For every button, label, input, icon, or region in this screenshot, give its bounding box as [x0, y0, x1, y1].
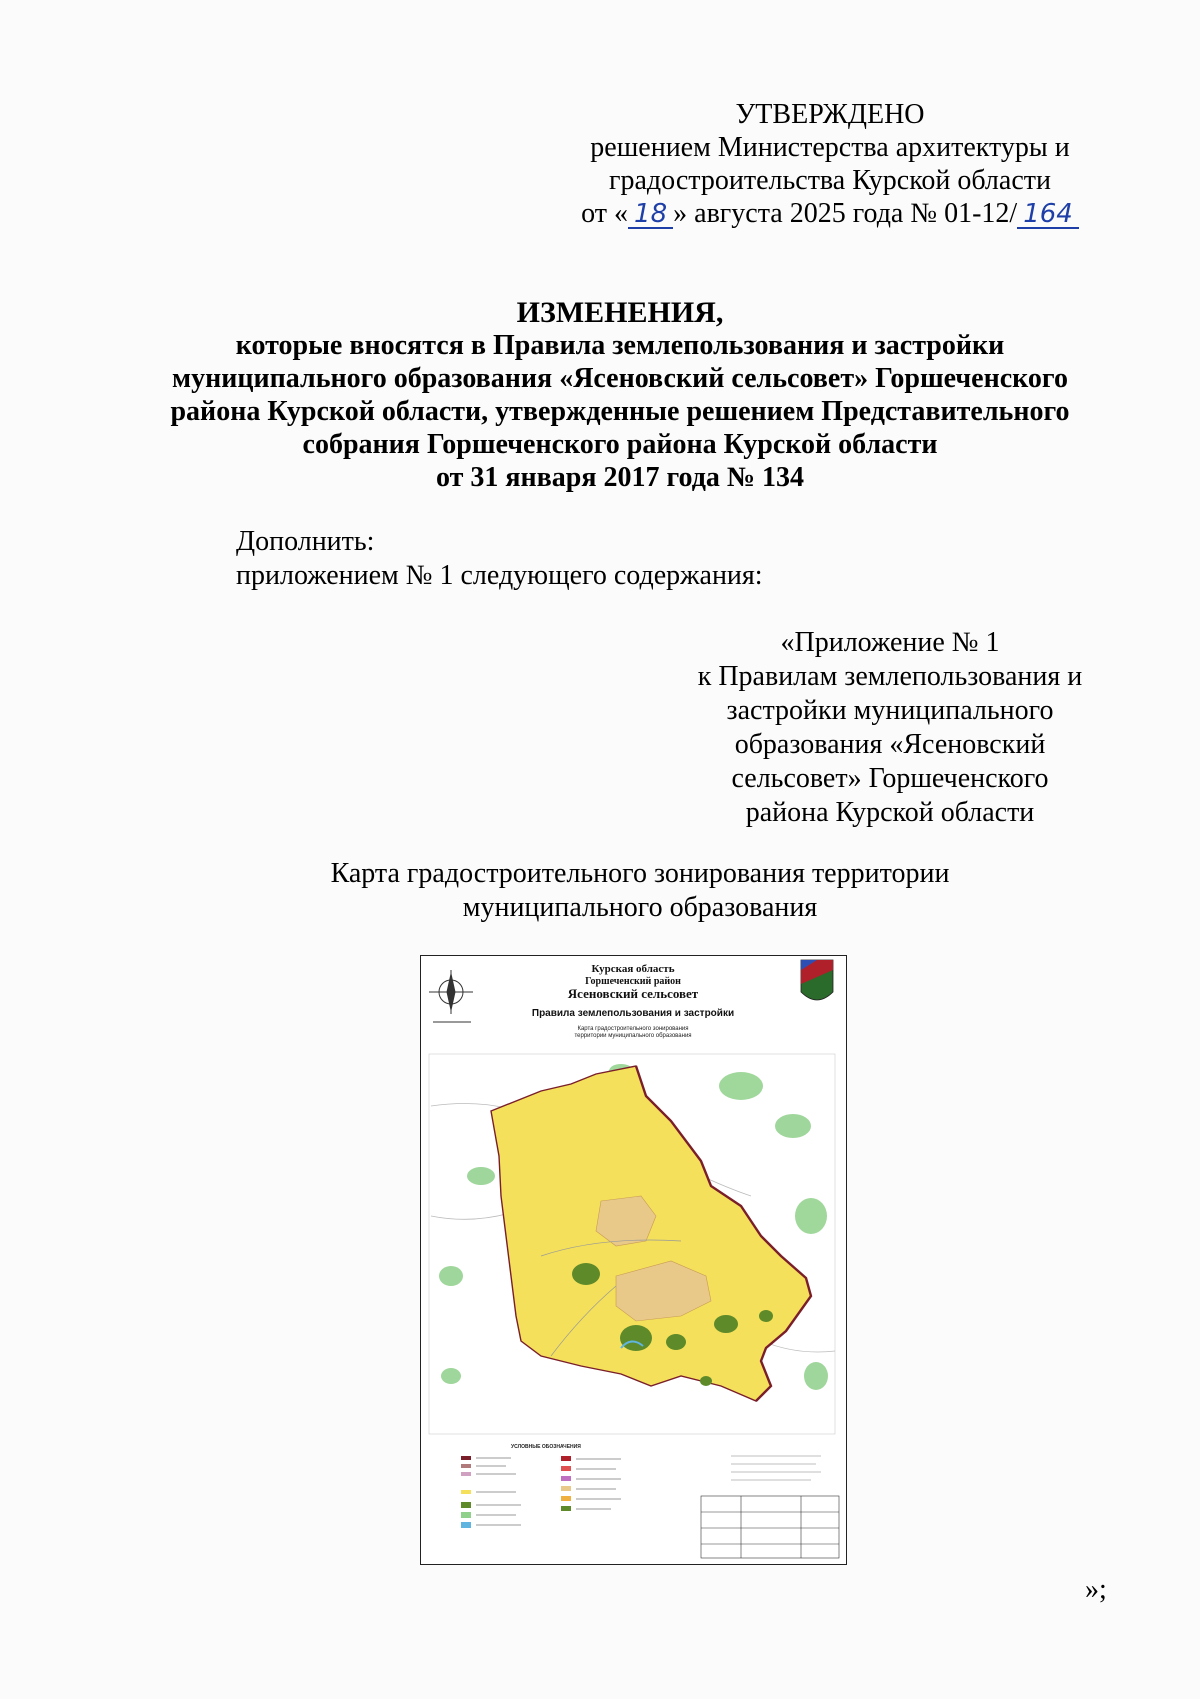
body-line-2: приложением № 1 следующего содержания: — [236, 560, 763, 591]
map-region: Курская область — [591, 963, 675, 975]
appendix-line-3: застройки муниципального — [726, 695, 1054, 726]
approval-line-2: градостроительства Курской области — [609, 165, 1051, 196]
body-text — [236, 525, 763, 593]
title-line-1: которые вносятся в Правила землепользования и застройки — [235, 330, 1005, 361]
title-line-5: от 31 января 2017 года № 134 — [435, 462, 805, 493]
appendix-line-4: образования «Ясеновский — [734, 729, 1046, 760]
body-line-1: Дополнить: — [236, 526, 375, 557]
approval-heading: УТВЕРЖДЕНО — [735, 99, 925, 130]
handwritten-number: 164 — [1017, 201, 1079, 229]
map-rules-title: Правила землепользования и застройки — [531, 1008, 735, 1019]
approval-block — [570, 98, 1090, 230]
coat-of-arms-emblem — [801, 960, 833, 1000]
drawing-title-block — [701, 1496, 839, 1558]
title-line-3: района Курской области, утвержденные решением Представительного — [170, 396, 1070, 427]
map-title-1: Карта градостроительного зонирования — [577, 1026, 689, 1032]
closing-quote: »; — [1085, 1574, 1107, 1605]
map-caption — [280, 857, 1000, 925]
title-line-4: собрания Горшеченского района Курской области — [302, 429, 938, 460]
handwritten-day: 18 — [628, 201, 673, 229]
map-title-2: территории муниципального образования — [574, 1033, 692, 1039]
appendix-line-1: «Приложение № 1 — [780, 627, 1000, 658]
caption-line-2: муниципального образования — [462, 892, 818, 923]
date-prefix: от « — [581, 198, 629, 229]
approval-date-line — [570, 197, 1090, 230]
map-council: Ясеновский сельсовет — [567, 986, 699, 1001]
appendix-block — [680, 626, 1100, 830]
legend-title: УСЛОВНЫЕ ОБОЗНАЧЕНИЯ — [511, 1444, 581, 1450]
zoning-map — [420, 955, 847, 1565]
approval-line-1: решением Министерства архитектуры и — [590, 132, 1070, 163]
appendix-line-6: района Курской области — [745, 797, 1035, 828]
date-middle: » августа 2025 года № 01-12/ — [673, 198, 1018, 229]
appendix-line-5: сельсовет» Горшеченского — [731, 763, 1049, 794]
appendix-line-2: к Правилам землепользования и — [697, 661, 1083, 692]
map-district: Горшеченский район — [585, 976, 681, 987]
title-heading: ИЗМЕНЕНИЯ, — [516, 296, 724, 329]
document-title — [140, 296, 1100, 494]
compass-icon — [429, 970, 473, 1014]
caption-line-1: Карта градостроительного зонирования территории — [330, 858, 950, 889]
title-line-2: муниципального образования «Ясеновский сельсовет» Горшеченского — [172, 363, 1068, 394]
